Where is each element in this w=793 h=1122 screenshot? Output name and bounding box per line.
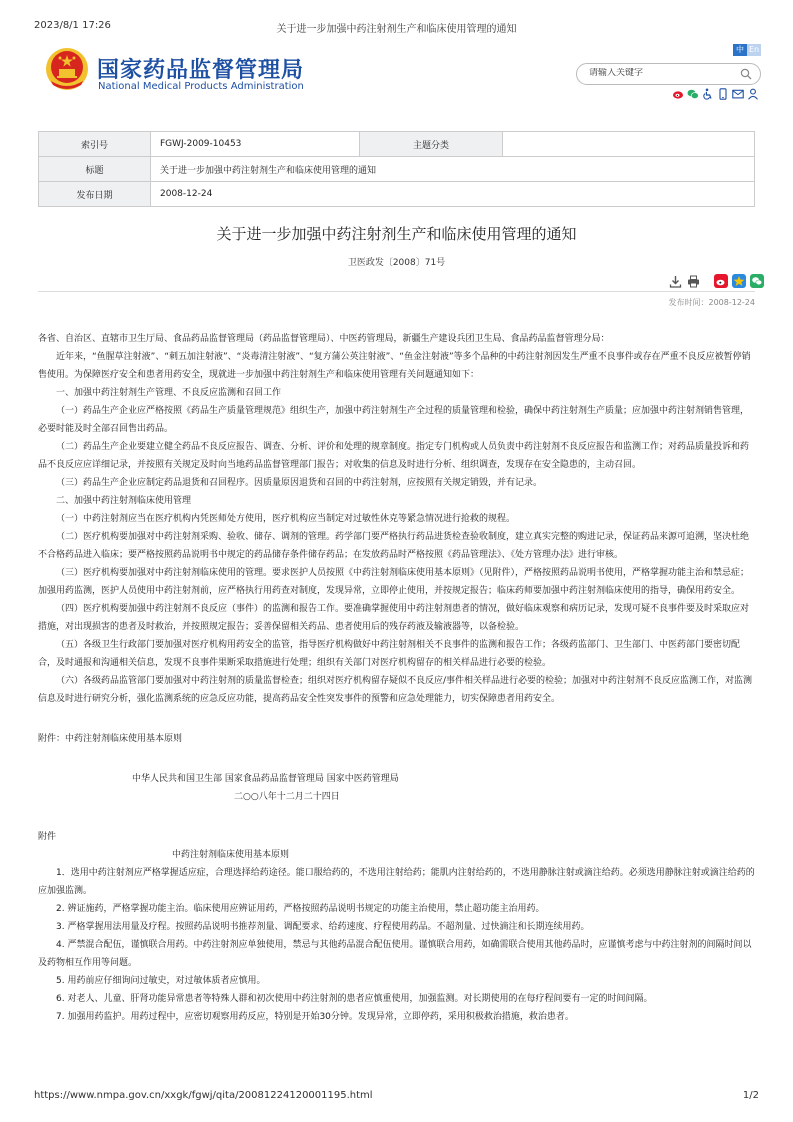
site-name-en[interactable]: National Medical Products Administration bbox=[98, 81, 304, 92]
lang-cn-button[interactable]: 中 bbox=[733, 44, 747, 56]
print-datetime: 2023/8/1 17:26 bbox=[34, 20, 111, 31]
national-emblem-icon[interactable] bbox=[45, 47, 89, 91]
title-label: 标题 bbox=[39, 157, 151, 182]
appendix-title: 中药注射剂临床使用基本原则 bbox=[172, 850, 290, 860]
paragraph: （一）药品生产企业应严格按照《药品生产质量管理规范》组织生产，加强中药注射剂生产全过程的质量管理和检验，确保中药注射剂生产质量；应加强中药注射剂销售管理，必要时能及时全部召回售出药品。 bbox=[38, 406, 750, 434]
salutation: 各省、自治区、直辖市卫生厅局、食品药品监督管理局（药品监督管理局）、中医药管理局，新疆生产建设兵团卫生局、食品药品监督管理分局： bbox=[38, 334, 610, 344]
search-box bbox=[576, 63, 761, 85]
header-icon-row bbox=[672, 87, 759, 101]
topic-value bbox=[503, 132, 755, 157]
weibo-icon[interactable] bbox=[672, 88, 684, 100]
paragraph: （五）各级卫生行政部门要加强对医疗机构用药安全的监管，指导医疗机构做好中药注射剂相关不良事件的监测和报告工作；各级药监部门、卫生部门、中医药部门要密切配合，及时通报和沟通相关信息，发现不良事件果断采取措施进行处理；组织有关部门对医疗机构留存的相关样品进行必要的检验。 bbox=[38, 640, 741, 668]
section-heading: 二、加强中药注射剂临床使用管理 bbox=[56, 496, 192, 506]
page-url[interactable]: https://www.nmpa.gov.cn/xxgk/fgwj/qita/20081224120001195.html bbox=[34, 1090, 373, 1101]
article-title: 关于进一步加强中药注射剂生产和临床使用管理的通知 bbox=[216, 225, 577, 243]
section-heading: 一、加强中药注射剂生产管理、不良反应监测和召回工作 bbox=[56, 388, 282, 398]
divider bbox=[38, 291, 755, 292]
wechat-share-icon[interactable] bbox=[750, 274, 764, 288]
spacer bbox=[704, 274, 710, 288]
principle-item: 4. 严禁混合配伍，谨慎联合用药。中药注射剂应单独使用，禁忌与其他药品混合配伍使用。谨慎联合用药，如确需联合使用其他药品时，应谨慎考虑与中药注射剂的间隔时间以及药物相互作用等问题。 bbox=[38, 940, 752, 968]
date-value: 2008-12-24 bbox=[151, 182, 755, 207]
table-row bbox=[39, 132, 755, 157]
publish-date: 发布时间：2008-12-24 bbox=[668, 298, 755, 307]
wechat-icon[interactable] bbox=[687, 88, 699, 100]
site-name-cn[interactable]: 国家药品监督管理局 bbox=[97, 58, 305, 83]
mobile-icon[interactable] bbox=[717, 88, 729, 100]
document-number: 卫医政发〔2008〕71号 bbox=[347, 258, 446, 268]
paragraph: （四）医疗机构要加强中药注射剂不良反应（事件）的监测和报告工作。要准确掌握使用中药注射剂患者的情况，做好临床观察和病历记录，发现可疑不良事件要及时采取应对措施，对出现损害的患者及时救治，并按照规定报告；妥善保留相关药品、患者使用后的残存药液及输液器等，以备检验。 bbox=[38, 604, 750, 632]
date-label: 发布日期 bbox=[39, 182, 151, 207]
paragraph: （三）药品生产企业应制定药品退货和召回程序。因质量原因退货和召回的中药注射剂，应按照有关规定销毁，并有记录。 bbox=[56, 478, 543, 488]
paragraph: （二）医疗机构要加强对中药注射剂采购、验收、储存、调剂的管理。药学部门要严格执行药品进货检查验收制度，建立真实完整的购进记录，保证药品来源可追溯，坚决杜绝不合格药品进入临床；要严格按照药品说明书中规定的药品储存条件储存药品；在发放药品时严格按照《药品管理法》、《处方管理办法》进行审核。 bbox=[38, 532, 750, 560]
weibo-share-icon[interactable] bbox=[714, 274, 728, 288]
accessibility-icon[interactable] bbox=[702, 88, 714, 100]
print-header bbox=[34, 20, 759, 34]
document-metadata-table bbox=[38, 131, 755, 207]
intro-paragraph: 近年来，“鱼腥草注射液”、“刺五加注射液”、“炎毒清注射液”、“复方蒲公英注射液”、“鱼金注射液”等多个品种的中药注射剂因发生严重不良事件或存在严重不良反应被暂停销售使用。为保障医疗安全和患者用药安全，现就进一步加强中药注射剂生产和临床使用管理有关问题通知如下： bbox=[38, 352, 751, 380]
print-page-title: 关于进一步加强中药注射剂生产和临床使用管理的通知 bbox=[276, 24, 517, 35]
index-value: FGWJ-2009-10453 bbox=[151, 132, 360, 157]
paragraph: （三）医疗机构要加强对中药注射剂临床使用的管理。要求医护人员按照《中药注射剂临床使用基本原则》（见附件），严格按照药品说明书使用，严格掌握功能主治和禁忌症；加强用药监测，医护人员使用中药注射剂前，应严格执行用药查对制度，发现异常，立即停止使用，并按规定报告；临床药师要加强中药注射剂临床使用的指导，确保用药安全。 bbox=[38, 568, 750, 596]
paragraph: （六）各级药品监管部门要加强对中药注射剂的质量监督检查；组织对医疗机构留存疑似不良反应/事件相关样品进行必要的检验；加强对中药注射剂不良反应监测工作，对监测信息及时进行研究分析，强化监测系统的应急反应功能，提高药品安全性突发事件的预警和应急处理能力，切实保障患者用药安全。 bbox=[38, 676, 753, 704]
paragraph: （二）药品生产企业要建立健全药品不良反应报告、调查、分析、评价和处理的规章制度。指定专门机构或人员负责中药注射剂不良反应报告和监测工作；对药品质量投诉和药品不良反应应详细记录，并按照有关规定及时向当地药品监督管理部门报告；对收集的信息及时进行分析、组织调查，发现存在安全隐患的，主动召回。 bbox=[38, 442, 750, 470]
principle-item: 1．选用中药注射剂应严格掌握适应症，合理选择给药途径。能口服给药的，不选用注射给药；能肌内注射给药的，不选用静脉注射或滴注给药。必须选用静脉注射或滴注给药的应加强监测。 bbox=[38, 868, 755, 896]
principle-item: 2. 辨证施药，严格掌握功能主治。临床使用应辨证用药，严格按照药品说明书规定的功能主治使用，禁止超功能主治用药。 bbox=[56, 904, 545, 914]
principle-item: 6. 对老人、儿童、肝肾功能异常患者等特殊人群和初次使用中药注射剂的患者应慎重使用，加强监测。对长期使用的在每疗程间要有一定的时间间隔。 bbox=[56, 994, 653, 1004]
print-icon[interactable] bbox=[686, 274, 700, 288]
table-row bbox=[39, 157, 755, 182]
attachment-line[interactable]: 附件：中药注射剂临床使用基本原则 bbox=[38, 734, 183, 744]
index-label: 索引号 bbox=[39, 132, 151, 157]
article-body bbox=[38, 330, 755, 1026]
signature-orgs: 中华人民共和国卫生部 国家食品药品监督管理局 国家中医药管理局 bbox=[132, 774, 399, 784]
site-header bbox=[40, 40, 761, 110]
user-icon[interactable] bbox=[747, 88, 759, 100]
lang-en-button[interactable]: En bbox=[748, 45, 760, 54]
table-row bbox=[39, 182, 755, 207]
language-switch bbox=[733, 44, 761, 56]
principle-item: 3. 严格掌握用法用量及疗程。按照药品说明书推荐剂量、调配要求、给药速度、疗程使用药品。不超剂量、过快滴注和长期连续用药。 bbox=[56, 922, 590, 932]
topic-label: 主题分类 bbox=[360, 132, 503, 157]
principle-item: 5. 用药前应仔细询问过敏史，对过敏体质者应慎用。 bbox=[56, 976, 266, 986]
search-icon[interactable] bbox=[740, 68, 752, 80]
qzone-share-icon[interactable] bbox=[732, 274, 746, 288]
download-icon[interactable] bbox=[668, 274, 682, 288]
page-number: 1/2 bbox=[742, 1090, 759, 1101]
search-input[interactable] bbox=[589, 68, 729, 78]
appendix-label: 附件 bbox=[38, 832, 57, 842]
article-tools bbox=[668, 274, 764, 288]
principle-item: 7. 加强用药监护。用药过程中，应密切观察用药反应，特别是开始30分钟。发现异常，立即停药，采用积极救治措施，救治患者。 bbox=[56, 1012, 574, 1022]
print-footer bbox=[34, 1090, 759, 1104]
paragraph: （一）中药注射剂应当在医疗机构内凭医师处方使用，医疗机构应当制定对过敏性休克等紧急情况进行抢救的规程。 bbox=[56, 514, 516, 524]
title-value: 关于进一步加强中药注射剂生产和临床使用管理的通知 bbox=[151, 157, 755, 182]
mail-icon[interactable] bbox=[732, 88, 744, 100]
signature-date: 二○○八年十二月二十四日 bbox=[234, 792, 340, 802]
